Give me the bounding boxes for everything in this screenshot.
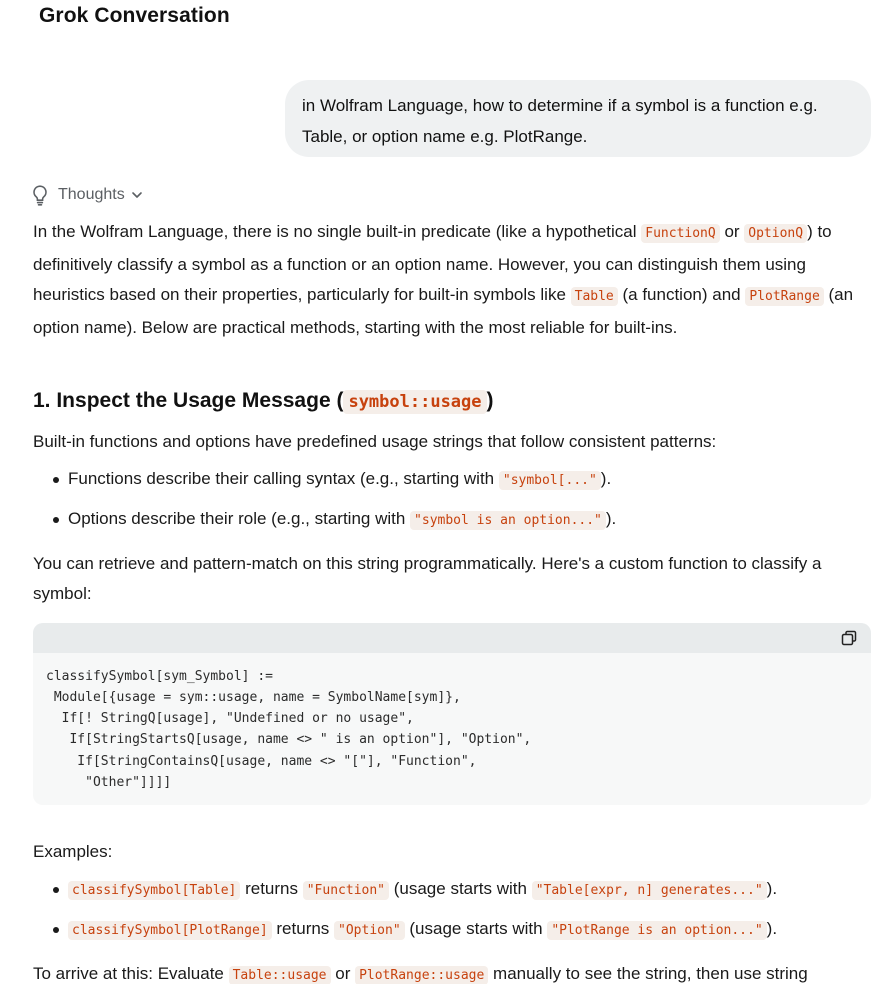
- inline-code: classifySymbol[PlotRange]: [68, 921, 272, 940]
- code-block: [33, 623, 871, 806]
- intro-text: (a function) and: [617, 285, 746, 304]
- list-item-text: Options describe their role (e.g., starting with: [68, 509, 411, 528]
- inline-code: "symbol is an option...": [410, 511, 606, 530]
- inline-code: "PlotRange is an option...": [547, 921, 766, 940]
- paragraph-text: manually to see the string, then use string: [488, 963, 808, 983]
- intro-text: (an option name). Below are practical methods, starting with the most reliable for built-ins.: [33, 285, 854, 337]
- thoughts-label: Thoughts: [58, 186, 125, 203]
- heading-close: ): [486, 389, 494, 412]
- heading-code: symbol::usage: [343, 390, 486, 414]
- heading-text: 1. Inspect the Usage Message (: [33, 389, 344, 412]
- code-block-header: [33, 623, 871, 653]
- inline-code: "symbol[...": [499, 471, 601, 490]
- page-title: Grok Conversation: [39, 4, 230, 27]
- lightbulb-icon: [31, 184, 49, 206]
- inline-code: classifySymbol[Table]: [68, 881, 240, 900]
- list-item-text: ).: [605, 509, 617, 528]
- paragraph-text: or: [330, 963, 356, 983]
- paragraph-text: To arrive at this: Evaluate: [33, 963, 229, 983]
- intro-text: ) to definitively classify a symbol as a function or an option name. However, you can distinguish them using heuristics based on their properties, particularly for built-in symbols like: [33, 222, 832, 304]
- assistant-response: [33, 217, 878, 984]
- usage-paragraph: Built-in functions and options have predefined usage strings that follow consistent patterns:: [33, 432, 717, 451]
- inline-code: "Function": [303, 881, 389, 900]
- list-item-text: ).: [600, 468, 612, 488]
- inline-code: PlotRange::usage: [355, 966, 488, 984]
- inline-code-table: Table: [571, 287, 618, 306]
- retrieve-paragraph: You can retrieve and pattern-match on this string programmatically. Here's a custom function to classify a symbol:: [33, 553, 822, 603]
- list-item: [33, 914, 878, 947]
- copy-icon[interactable]: [841, 630, 857, 646]
- inline-code-functionq: FunctionQ: [641, 224, 719, 243]
- list-item: [33, 464, 878, 497]
- usage-bullet-list: [33, 464, 878, 537]
- intro-text: or: [719, 222, 745, 241]
- thoughts-toggle[interactable]: [31, 183, 143, 207]
- list-item: [33, 504, 878, 537]
- inline-code: "Table[expr, n] generates...": [532, 881, 767, 900]
- list-item-text: (usage starts with: [404, 919, 548, 939]
- user-message-bubble: [285, 80, 871, 157]
- intro-paragraph: [33, 217, 878, 343]
- list-item-text: Functions describe their calling syntax (e.g., starting with: [68, 468, 499, 488]
- list-item-text: ).: [766, 878, 778, 898]
- examples-bullet-list: [33, 874, 878, 947]
- inline-code-optionq: OptionQ: [744, 224, 807, 243]
- section-heading: [33, 386, 878, 417]
- inline-code-plotrange: PlotRange: [745, 287, 823, 306]
- list-item-text: returns: [240, 878, 303, 898]
- list-item-text: (usage starts with: [389, 878, 532, 898]
- inline-code: Table::usage: [229, 966, 331, 984]
- list-item: [33, 874, 878, 907]
- list-item-text: ).: [766, 919, 778, 939]
- code-content: classifySymbol[sym_Symbol] := Module[{usage = sym::usage, name = SymbolName[sym]}, If[! StringQ[usage], "Undefined or no usage", If[StringStartsQ[usage, name <> " is an option"], "Option", If[StringContainsQ[usage, name <> "["], "Function", "Other"]]]]: [46, 668, 532, 790]
- inline-code: "Option": [334, 921, 405, 940]
- list-item-text: returns: [271, 919, 335, 939]
- user-message-text: in Wolfram Language, how to determine if a symbol is a function e.g. Table, or option name e.g. PlotRange.: [302, 96, 818, 146]
- arrive-paragraph: [33, 959, 878, 984]
- intro-text: In the Wolfram Language, there is no single built-in predicate (like a hypothetical: [33, 222, 642, 241]
- chevron-down-icon: [131, 189, 143, 201]
- examples-label: Examples:: [33, 842, 113, 862]
